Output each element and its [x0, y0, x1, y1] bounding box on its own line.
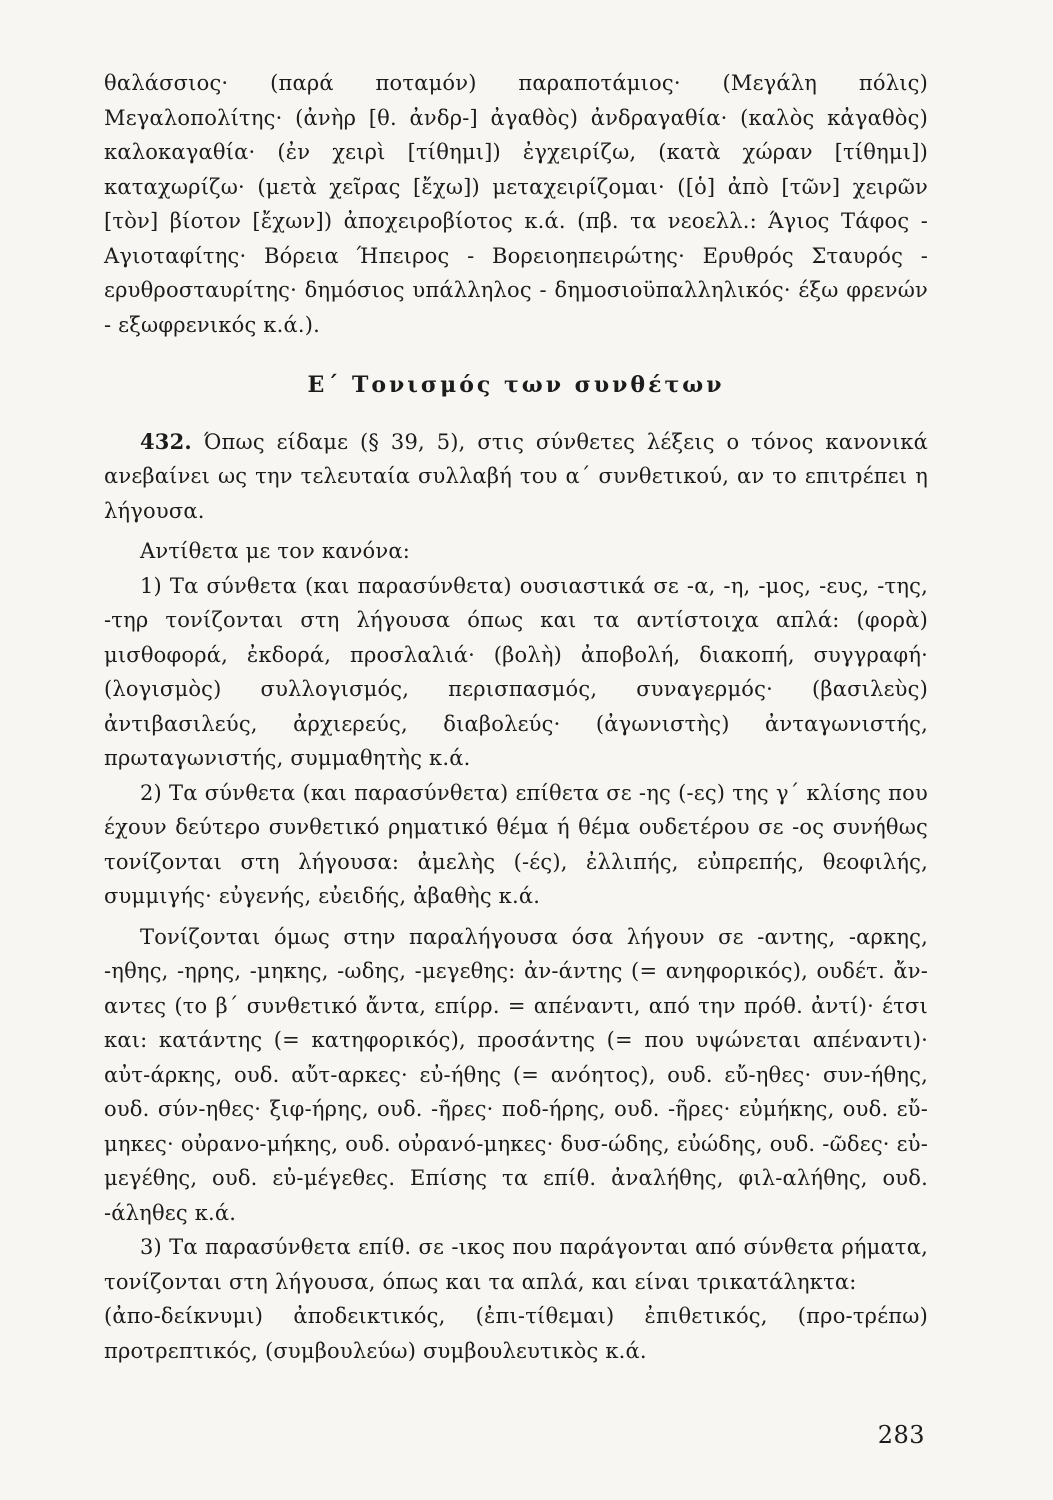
paragraph-432-text: Όπως είδαμε (§ 39, 5), στις σύνθετες λέξεις ο τόνος κανονικά ανεβαίνει ως την τελευταία συλλαβή του α΄ συνθετικού, αν το επιτρέπει η λήγουσα.	[104, 429, 928, 523]
page-number: 283	[877, 1421, 925, 1449]
rule-3-examples: (ἀπο-δείκνυμι) ἀποδεικτικός, (ἐπι-τίθεμαι) ἐπιθετικός, (προ-τρέπω) προτρεπτικός, (συμβουλεύω) συμβουλευτικὸς κ.ά.	[104, 1304, 928, 1363]
page-body	[104, 66, 928, 1368]
paragraph-432	[104, 425, 928, 529]
paragraph-number: 432.	[140, 428, 192, 454]
contrary-intro: Αντίθετα με τον κανόνα:	[140, 539, 411, 563]
rule-1: 1) Τα σύνθετα (και παρασύνθετα) ουσιαστικά σε -α, -η, -μος, -ευς, -της, -τηρ τονίζονται στη λήγουσα όπως και τα αντίστοιχα απλά: (φορὰ) μισθοφορά, ἐκδορά, προσλαλιά· (βολὴ) ἀποβολή, διακοπή, συγγραφή· (λογισμὸς) συλλογισμός, περισπασμός, συναγερμός· (βασιλεὺς) ἀντιβασιλεύς, ἀρχιερεύς, διαβολεύς· (ἀγωνιστὴς) ἀνταγωνιστής, πρωταγωνιστής, συμμαθητὴς κ.ά.	[104, 573, 928, 770]
rule-2-exceptions: Τονίζονται όμως στην παραλήγουσα όσα λήγουν σε -αντης, -αρκης, -ηθης, -ηρης, -μηκης, -ωδης, -μεγεθης: ἀν-άντης (= ανηφορικός), ουδέτ. ἄν-αντες (το β΄ συνθετικό ἄντα, επίρρ. = απέναντι, από την πρόθ. ἀντί)· έτσι και: κατάντης (= κατηφορικός), προσάντης (= που υψώνεται απέναντι)· αὐτ-άρκης, ουδ. αὔτ-αρκες· εὐ-ήθης (= ανόητος), ουδ. εὔ-ηθες· συν-ήθης, ουδ. σύν-ηθες· ξιφ-ήρης, ουδ. -ῆρες· ποδ-ήρης, ουδ. -ῆρες· εὐμήκης, ουδ. εὔ-μηκες· οὐρανο-μήκης, ουδ. οὐρανό-μηκες· δυσ-ώδης, εὐώδης, ουδ. -ῶδες· εὐ-μεγέθης, ουδ. εὐ-μέγεθες. Επίσης τα επίθ. ἀναλήθης, φιλ-αλήθης, ουδ. -άληθες κ.ά.	[104, 924, 928, 1225]
rule-3: 3) Τα παρασύνθετα επίθ. σε -ικος που παράγονται από σύνθετα ρήματα, τονίζονται στη λήγουσα, όπως και τα απλά, και είναι τρικατάληκτα:	[104, 1235, 928, 1294]
section-heading: Ε΄ Τονισμός των συνθέτων	[307, 372, 725, 398]
rule-2: 2) Τα σύνθετα (και παρασύνθετα) επίθετα σε -ης (-ες) της γ΄ κλίσης που έχουν δεύτερο συνθετικό ρηματικό θέμα ή θέμα ουδετέρου σε -ος συνήθως τονίζονται στη λήγουσα: ἀμελὴς (-ές), ἐλλιπής, εὐπρεπής, θεοφιλής, συμμιγής· εὐγενής, εὐειδής, ἀβαθὴς κ.ά.	[104, 780, 928, 908]
continuation-paragraph: θαλάσσιος· (παρά ποταμόν) παραποτάμιος· (Μεγάλη πόλις) Μεγαλοπολίτης· (ἀνὴρ [θ. ἀνδρ-] ἀγαθὸς) ἀνδραγαθία· (καλὸς κἀγαθὸς) καλοκαγαθία· (ἐν χειρὶ [τίθημι]) ἐγχειρίζω, (κατὰ χώραν [τίθημι]) καταχωρίζω· (μετὰ χεῖρας [ἔχω]) μεταχειρίζομαι· ([ὁ] ἀπὸ [τῶν] χειρῶν [τὸν] βίοτον [ἔχων]) ἀποχειροβίοτος κ.ά. (πβ. τα νεοελλ.: Άγιος Τάφος - Αγιοταφίτης· Βόρεια Ήπειρος - Βορειοηπειρώτης· Ερυθρός Σταυρός - ερυθροσταυρίτης· δημόσιος υπάλληλος - δημοσιοϋπαλληλικός· έξω φρενών - εξωφρενικός κ.ά.).	[104, 71, 928, 337]
